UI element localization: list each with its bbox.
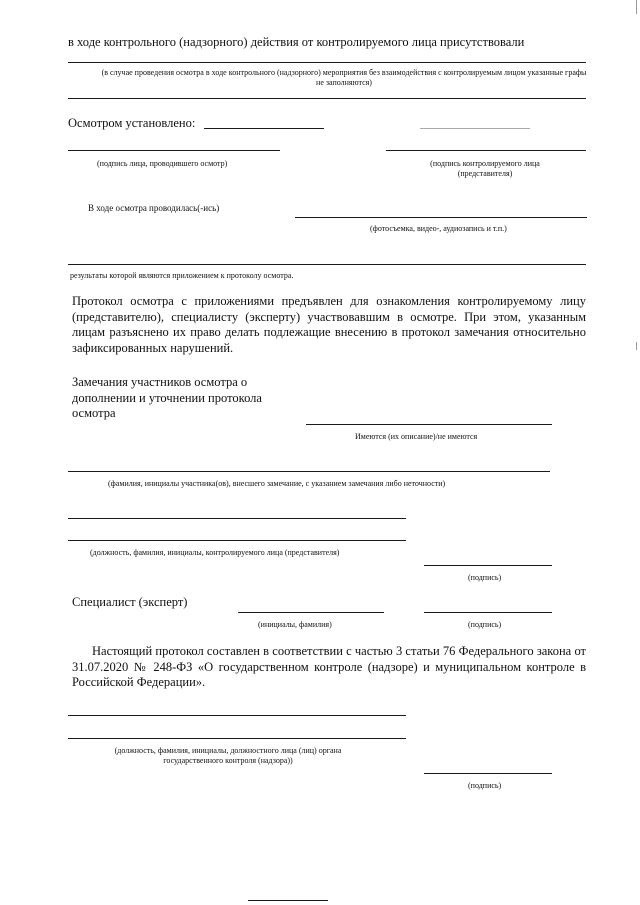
controlled-line-1[interactable]: [68, 518, 406, 519]
sign-controlled-caption: (подпись контролируемого лица (представителя): [430, 159, 540, 178]
participants-line[interactable]: [68, 471, 550, 472]
established-line-faint: [420, 128, 530, 129]
official-line-1[interactable]: [68, 715, 406, 716]
controlled-line-2[interactable]: [68, 540, 406, 541]
signature-line-1[interactable]: [424, 565, 552, 566]
initials-caption: (инициалы, фамилия): [258, 620, 332, 629]
present-note: (в случае проведения осмотра в ходе контрольного (надзорного) мероприятия без взаимодействия с контролируемым лицом указанные графы не заполняются): [101, 68, 587, 87]
present-line-1[interactable]: [68, 62, 586, 63]
controlled-person-caption: (должность, фамилия, инициалы, контролируемого лица (представителя): [90, 548, 340, 557]
remarks-label: Замечания участников осмотра о дополнении и уточнении протокола осмотра: [72, 375, 262, 420]
established-line[interactable]: [204, 128, 324, 129]
signature-line-2[interactable]: [424, 612, 552, 613]
presented-paragraph: Протокол осмотра с приложениями предъявлен для ознакомления контролируемому лицу (представителю), специалисту (эксперту) участвовавшим в осмотре. При этом, указанным лицам разъяснено их право делать подлежащие внесению в протокол замечания относительно зафиксированных нарушений.: [72, 294, 586, 355]
present-line-2[interactable]: [68, 98, 586, 99]
specialist-label: Специалист (эксперт): [72, 595, 188, 609]
recording-caption: (фотосъемка, видео-, аудиозапись и т.п.): [370, 224, 507, 233]
signature-caption-2: (подпись): [468, 620, 502, 629]
sign-inspector-caption: (подпись лица, проводившего осмотр): [97, 159, 228, 168]
official-caption: (должность, фамилия, инициалы, должностного лица (лиц) органа государственного контроля (надзора)): [114, 746, 342, 765]
bottom-line: [248, 900, 328, 901]
results-note: результаты которой являются приложением к протоколу осмотра.: [70, 271, 294, 280]
sign-controlled-line[interactable]: [386, 150, 586, 151]
present-heading: в ходе контрольного (надзорного) действия от контролируемого лица присутствовали: [68, 35, 525, 49]
recording-results-line[interactable]: [68, 264, 586, 265]
sign-inspector-line[interactable]: [68, 150, 280, 151]
signature-caption-1: (подпись): [468, 573, 502, 582]
scan-edge-mark-mid: [636, 342, 637, 350]
signature-caption-3: (подпись): [468, 781, 502, 790]
signature-line-3[interactable]: [424, 773, 552, 774]
remarks-line[interactable]: [306, 424, 552, 425]
recording-line[interactable]: [295, 217, 587, 218]
scan-edge-mark-top: [636, 0, 637, 14]
participants-caption: (фамилия, инициалы участника(ов), внесшего замечание, с указанием замечания либо неточности): [108, 479, 446, 488]
remarks-caption: Имеются (их описание)/не имеются: [355, 432, 478, 441]
legal-paragraph: Настоящий протокол составлен в соответствии с частью 3 статьи 76 Федерального закона от 31.07.2020 № 248-ФЗ «О государственном контроле (надзоре) и муниципальном контроле в Российской Федерации».: [72, 644, 586, 689]
established-label: Осмотром установлено:: [68, 116, 196, 130]
initials-line[interactable]: [238, 612, 384, 613]
official-line-2[interactable]: [68, 738, 406, 739]
recording-label: В ходе осмотра проводилась(-ись): [88, 203, 220, 213]
